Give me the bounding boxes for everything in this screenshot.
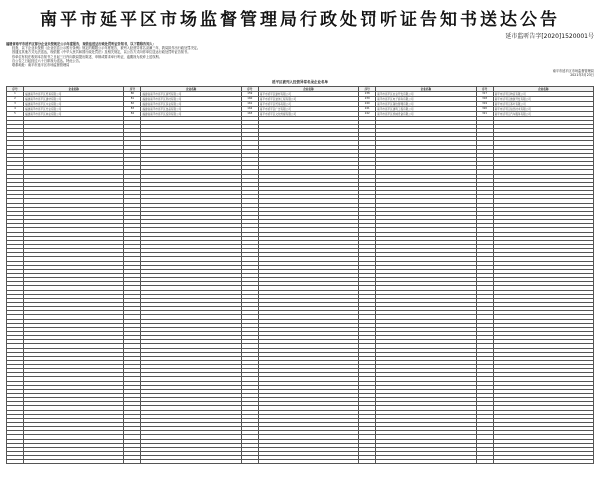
enterprise-name: 福建省南平市延平区科技有限公司 xyxy=(141,96,241,101)
enterprise-name-blank xyxy=(258,460,358,464)
enterprise-name: 福建南平市延平区竹业有限公司 xyxy=(24,106,124,111)
row-index: 163 xyxy=(241,111,258,116)
enterprise-name: 福建省南平市延平区商贸有限公司 xyxy=(141,91,241,96)
enterprise-name: 南平市延平区建材有限公司 xyxy=(258,91,358,96)
enterprise-table xyxy=(6,86,594,465)
enterprise-name: 福建南平市延平区建材有限公司 xyxy=(24,96,124,101)
row-index: 162 xyxy=(241,106,258,111)
enterprise-name: 福建南平市延平区贸易有限公司 xyxy=(24,91,124,96)
row-index: 161 xyxy=(241,101,258,106)
enterprise-name-blank xyxy=(24,460,124,464)
intro-lead: 福建省南平市延平区部分企业未按规定公示年度报告，现依法送达行政处罚听证告知书，以下简称告知人： xyxy=(6,42,156,46)
table-row xyxy=(7,460,594,464)
row-index: 159 xyxy=(241,91,258,96)
enterprise-name: 南平市延平区旅游开发有限公司 xyxy=(493,96,593,101)
intro-paragraph: 联系地址：南平市延平区市场监督管理局 xyxy=(12,63,70,68)
enterprise-name: 南平市延平区汽车服务有限公司 xyxy=(493,111,593,116)
row-index: 242 xyxy=(359,111,376,116)
header-name: 企业名称 xyxy=(258,86,358,91)
enterprise-name: 南平市延平区物流有限公司 xyxy=(493,91,593,96)
enterprise-name-blank xyxy=(141,460,241,464)
row-index-blank xyxy=(476,460,493,464)
row-index: 240 xyxy=(359,101,376,106)
header-name: 企业名称 xyxy=(376,86,476,91)
enterprise-name: 南平市延平区贸易有限公司 xyxy=(258,101,358,106)
row-index: 319 xyxy=(476,101,493,106)
header-name: 企业名称 xyxy=(493,86,593,91)
row-index: 5 xyxy=(7,111,24,116)
enterprise-name: 南平市延平区文化传媒有限公司 xyxy=(258,111,358,116)
enterprise-name: 南平市延平区广告有限公司 xyxy=(258,106,358,111)
table-title: 延平区被列入经营异常名录企业名单 xyxy=(272,79,328,84)
enterprise-name: 福建南平市延平区林业有限公司 xyxy=(24,111,124,116)
enterprise-name: 南平市延平区农业开发有限公司 xyxy=(376,91,476,96)
row-index: 321 xyxy=(476,111,493,116)
enterprise-name: 南平市延平区茶叶有限公司 xyxy=(493,101,593,106)
row-index: 2 xyxy=(7,96,24,101)
page-title: 南平市延平区市场监督管理局行政处罚听证告知书送达公告 xyxy=(40,10,560,30)
row-index: 241 xyxy=(359,106,376,111)
row-index: 4 xyxy=(7,106,24,111)
signature-block xyxy=(6,69,594,77)
row-index-blank xyxy=(359,460,376,464)
header-index: 序号 xyxy=(359,86,376,91)
enterprise-name: 南平市延平区餐饮管理有限公司 xyxy=(376,101,476,106)
row-index: 84 xyxy=(124,111,141,116)
signature-org: 南平市延平区市场监督管理局 xyxy=(552,69,594,74)
intro-paragraph: 因通过其他方式无法送达，现依据《中华人民共和国行政处罚法》及相关规定，以公告方式向你单位送达行政处罚听证告知书。 xyxy=(12,50,191,55)
row-index: 160 xyxy=(241,96,258,101)
row-index: 83 xyxy=(124,106,141,111)
row-index: 238 xyxy=(359,91,376,96)
enterprise-name-blank xyxy=(376,460,476,464)
enterprise-name: 南平市延平区建筑工程有限公司 xyxy=(376,106,476,111)
intro-paragraph: 你单位有权在收到本告知书之日起三日内向我局提出陈述、申辩或要求举行听证，逾期视为放弃上述权利。 xyxy=(12,54,162,59)
header-index: 序号 xyxy=(241,86,258,91)
enterprise-name: 南平市延平区信息技术有限公司 xyxy=(493,106,593,111)
enterprise-name: 南平市延平区电子商务有限公司 xyxy=(376,96,476,101)
row-index-blank xyxy=(241,460,258,464)
row-index: 82 xyxy=(124,101,141,106)
enterprise-name: 福建省南平市延平区茶业有限公司 xyxy=(141,101,241,106)
enterprise-name-blank xyxy=(493,460,593,464)
row-index: 317 xyxy=(476,91,493,96)
intro-paragraph: 自公告之日起经过六十日即视为送达。特此公告。 xyxy=(12,58,83,63)
table-body xyxy=(7,91,594,464)
row-index: 1 xyxy=(7,91,24,96)
header-index: 序号 xyxy=(7,86,24,91)
header-name: 企业名称 xyxy=(141,86,241,91)
enterprise-name: 南平市延平区装饰工程有限公司 xyxy=(258,96,358,101)
row-index-blank xyxy=(124,460,141,464)
intro-paragraph: 经查，以下企业未按照《企业信息公示暂行条例》规定的期限公示年度报告，被列入经营异常名录满三年，我局拟作出行政处罚决定。 xyxy=(12,46,201,51)
enterprise-name: 南平市延平区机械设备有限公司 xyxy=(376,111,476,116)
signature-date: 2021年3月23日 xyxy=(570,73,594,78)
enterprise-name: 福建南平市延平区木业有限公司 xyxy=(24,101,124,106)
intro-text xyxy=(6,42,594,67)
enterprise-name: 福建省南平市延平区投资有限公司 xyxy=(141,111,241,116)
row-index: 3 xyxy=(7,101,24,106)
enterprise-name: 福建省南平市延平区食品有限公司 xyxy=(141,106,241,111)
row-index: 320 xyxy=(476,106,493,111)
row-index: 318 xyxy=(476,96,493,101)
row-index: 80 xyxy=(124,91,141,96)
row-index-blank xyxy=(7,460,24,464)
header-name: 企业名称 xyxy=(24,86,124,91)
header-index: 序号 xyxy=(124,86,141,91)
document-number: 延市监听告字[2020]1520001号 xyxy=(505,33,594,40)
row-index: 239 xyxy=(359,96,376,101)
row-index: 81 xyxy=(124,96,141,101)
header-index: 序号 xyxy=(476,86,493,91)
